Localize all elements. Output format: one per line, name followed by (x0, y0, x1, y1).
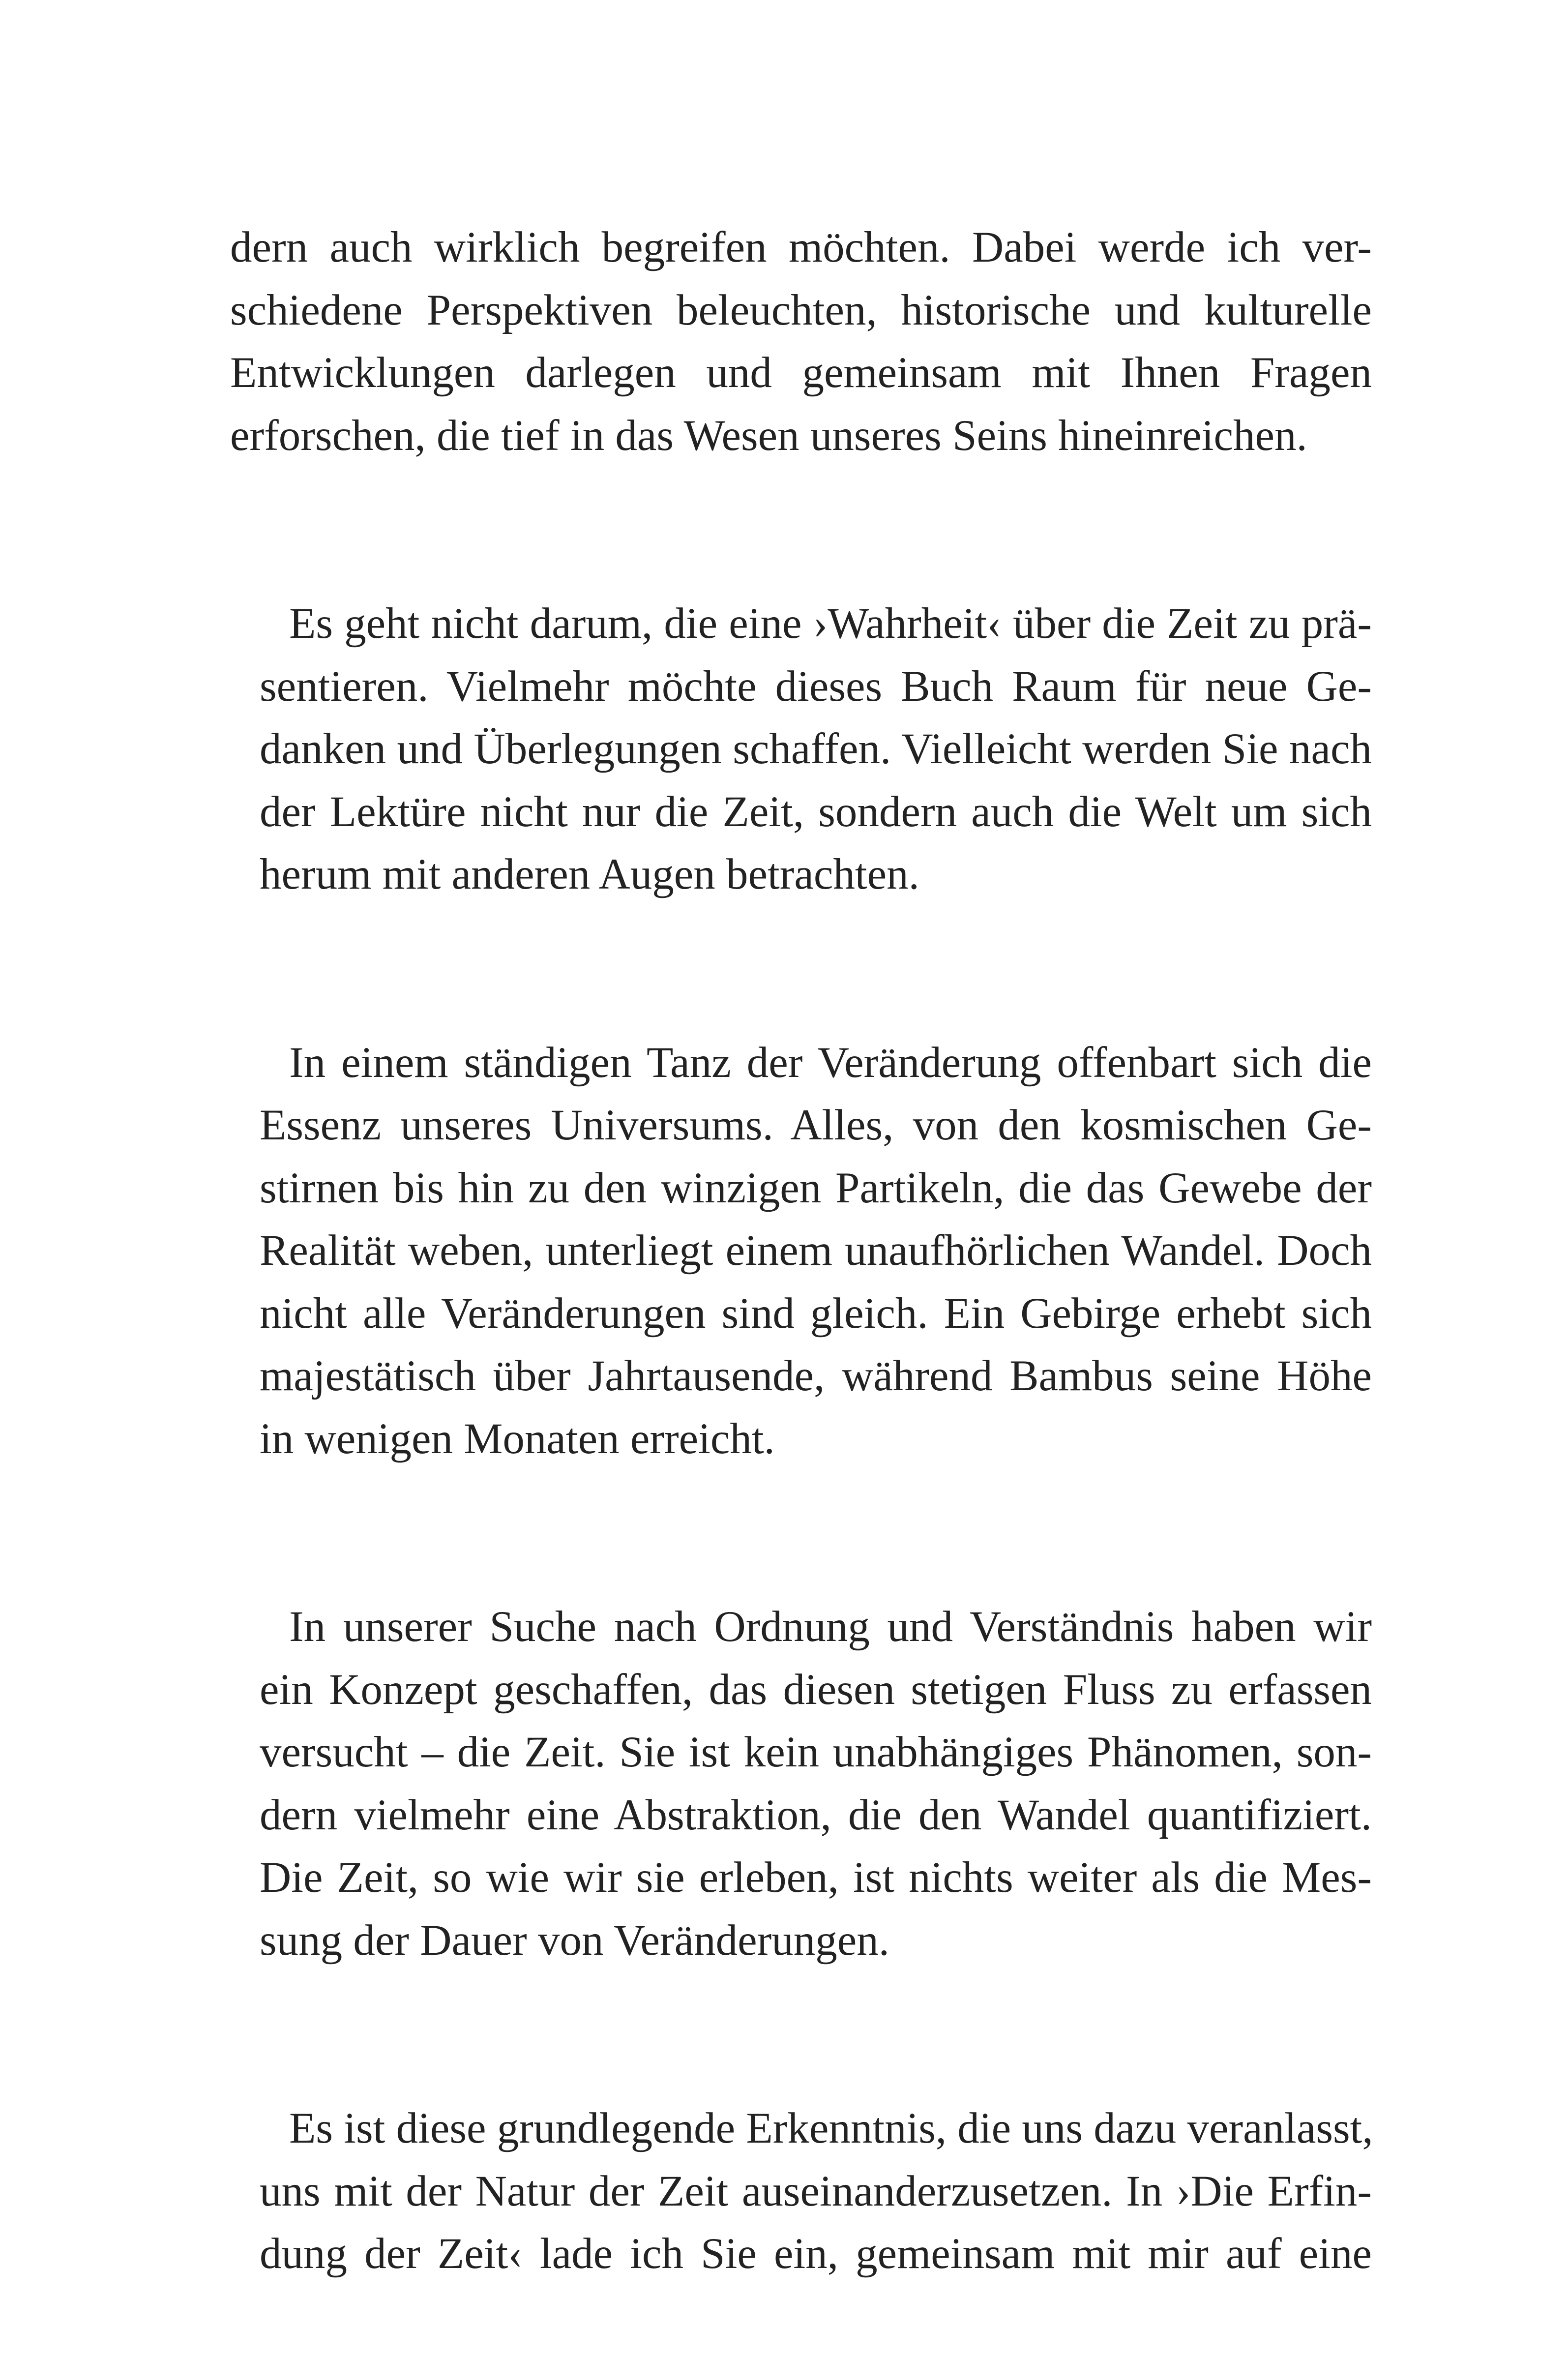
text-line: erforschen, die tief in das Wesen unseres Seins hineinreichen. (230, 411, 1307, 460)
paragraph-3 (230, 1032, 1372, 1471)
text-line: majestätisch über Jahrtausende, während Bambus seine Höhe (260, 1352, 1372, 1400)
text-line: sung der Dauer von Veränderungen. (260, 1916, 890, 1965)
text-line: Realität weben, unterliegt einem unaufhörlichen Wandel. Doch (260, 1226, 1372, 1275)
text-line: sentieren. Vielmehr möchte dieses Buch Raum für neue Ge- (260, 662, 1372, 711)
text-line: Die Zeit, so wie wir sie erleben, ist nichts weiter als die Mes- (260, 1853, 1372, 1902)
text-line: dung der Zeit‹ lade ich Sie ein, gemeinsam mit mir auf eine (260, 2230, 1372, 2278)
text-line: uns mit der Natur der Zeit auseinanderzusetzen. In ›Die Erfin- (260, 2167, 1372, 2215)
paragraph-spacer (230, 467, 1372, 593)
paragraph-2 (230, 593, 1372, 906)
text-line: der Lektüre nicht nur die Zeit, sondern auch die Welt um sich (260, 787, 1372, 836)
text-line: schiedene Perspektiven beleuchten, historische und kulturelle (230, 286, 1372, 334)
text-line: dern vielmehr eine Abstraktion, die den Wandel quantifiziert. (260, 1791, 1372, 1839)
paragraph-spacer (230, 906, 1372, 1032)
text-line: versucht – die Zeit. Sie ist kein unabhängiges Phänomen, son- (260, 1728, 1372, 1776)
text-line: ein Konzept geschaffen, das diesen stetigen Fluss zu erfassen (260, 1665, 1372, 1714)
paragraph-1 (230, 216, 1372, 467)
text-line: dern auch wirklich begreifen möchten. Dabei werde ich ver- (230, 223, 1372, 271)
paragraph-4 (230, 1596, 1372, 1972)
text-line: In unserer Suche nach Ordnung und Verständnis haben wir (289, 1603, 1372, 1651)
text-line: herum mit anderen Augen betrachten. (260, 850, 919, 898)
text-line: Entwicklungen darlegen und gemeinsam mit Ihnen Fragen (230, 349, 1372, 397)
paragraph-5 (230, 2097, 1372, 2286)
text-line: nicht alle Veränderungen sind gleich. Ein Gebirge erhebt sich (260, 1289, 1372, 1338)
text-line: Es ist diese grundlegende Erkenntnis, die uns dazu veranlasst, (289, 2104, 1373, 2152)
book-page-body (230, 216, 1372, 2286)
paragraph-spacer (230, 1470, 1372, 1596)
text-line: stirnen bis hin zu den winzigen Partikeln, die das Gewebe der (260, 1164, 1372, 1212)
text-line: Es geht nicht darum, die eine ›Wahrheit‹ über die Zeit zu prä- (289, 599, 1372, 648)
paragraph-spacer (230, 1972, 1372, 2097)
text-line: danken und Überlegungen schaffen. Vielleicht werden Sie nach (260, 725, 1372, 773)
text-line: in wenigen Monaten erreicht. (260, 1414, 775, 1463)
text-line: Essenz unseres Universums. Alles, von den kosmischen Ge- (260, 1101, 1372, 1149)
text-line: In einem ständigen Tanz der Veränderung offenbart sich die (289, 1038, 1372, 1087)
